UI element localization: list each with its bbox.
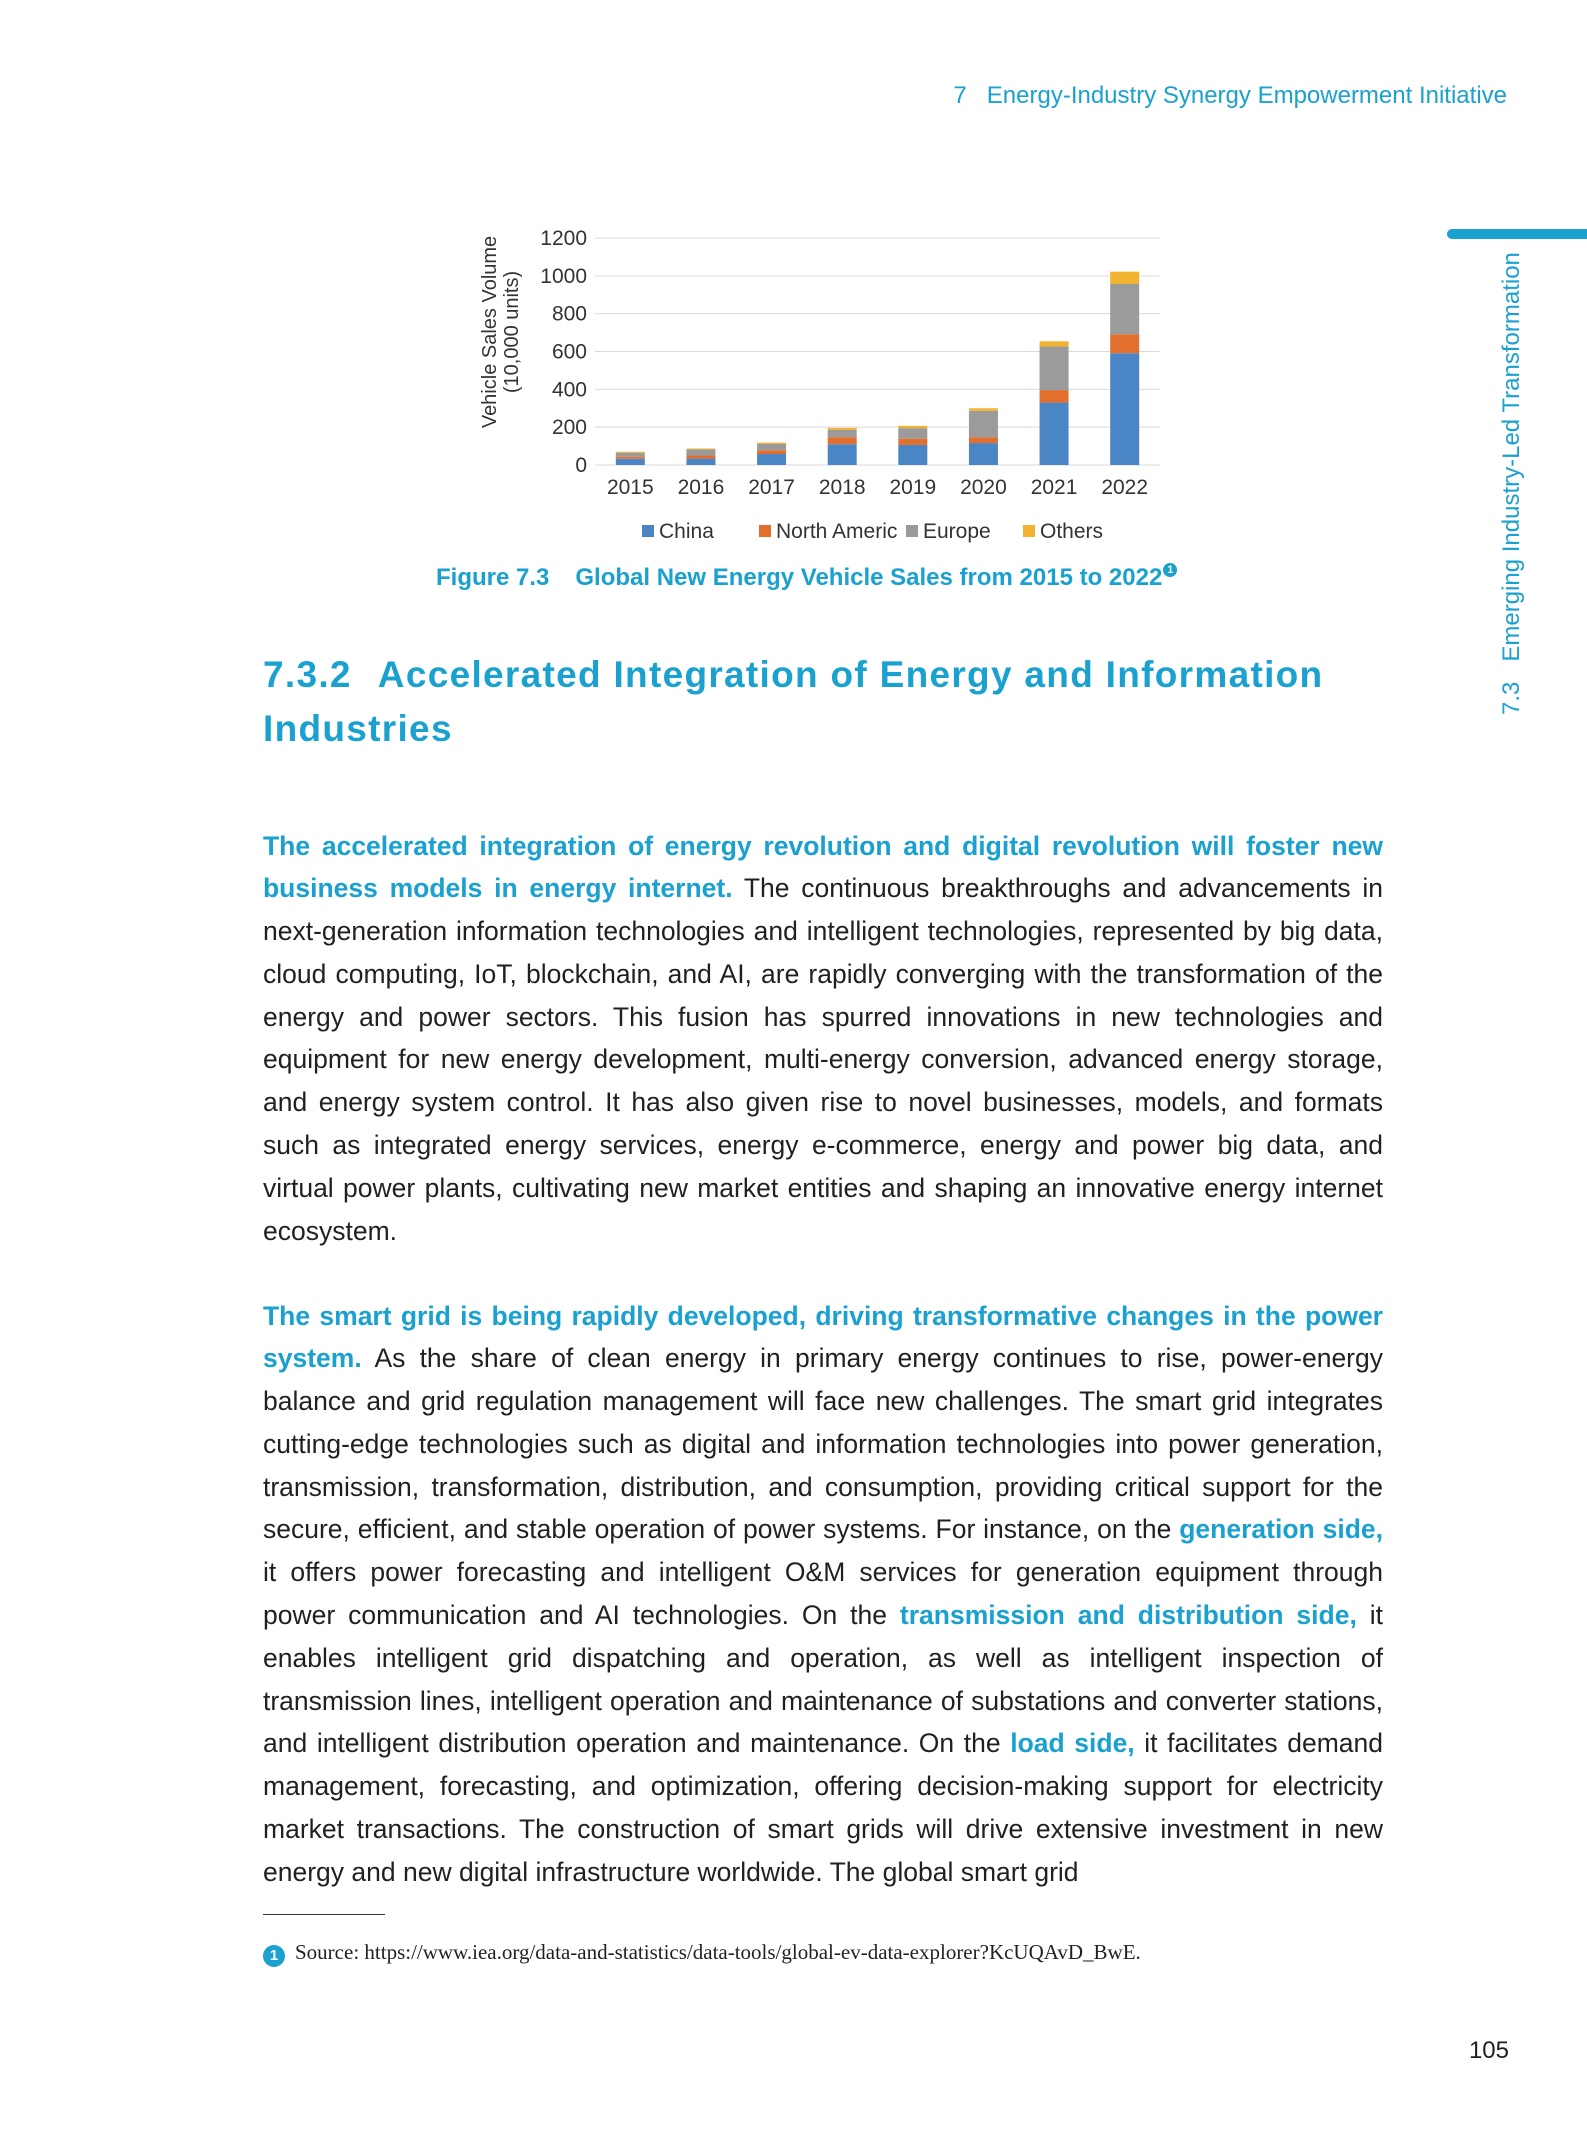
y-tick-label: 400 <box>551 378 587 402</box>
legend-swatch <box>1023 525 1035 537</box>
bar-segment-europe <box>828 430 857 437</box>
bar-segment-north-americ <box>1040 390 1069 402</box>
bar-segment-europe <box>686 449 715 455</box>
chart-grid <box>595 238 1160 465</box>
figure-caption-text: Global New Energy Vehicle Sales from 2015 to 2022 <box>575 564 1163 591</box>
y-tick-label: 0 <box>575 454 587 477</box>
bar-segment-china <box>1040 403 1069 465</box>
bar-segment-others <box>686 449 715 450</box>
bar-segment-europe <box>969 411 998 437</box>
x-tick-label: 2020 <box>960 476 1007 499</box>
chart-bars <box>616 272 1139 465</box>
y-axis-title-line-2: (10,000 units) <box>501 270 523 394</box>
highlight-load-side: load side, <box>1010 1728 1135 1759</box>
legend-label: China <box>659 520 714 543</box>
section-number: 7.3.2 <box>263 654 352 695</box>
section-heading <box>263 648 1383 756</box>
y-tick-label: 1200 <box>540 227 587 250</box>
legend-swatch <box>642 525 654 537</box>
section-title: Accelerated Integration of Energy and Information Industries <box>263 654 1324 749</box>
y-axis-title-line-1: Vehicle Sales Volume <box>479 235 501 429</box>
bar-segment-others <box>898 426 927 428</box>
highlight-transmission-side: transmission and distribution side, <box>899 1600 1357 1631</box>
bar-segment-north-americ <box>828 437 857 444</box>
bar-segment-china <box>828 444 857 465</box>
chart-canvas <box>470 220 1190 550</box>
x-tick-label: 2018 <box>818 476 866 499</box>
paragraph-body: As the share of clean energy in primary energy continues to rise, power-energy balance and grid regulation management will face new challenges. The smart grid integrates cutting-edge technologies such as digital and information technologies into power generation, transmission, transformation, distribution, and consumption, providing critical support for the secure, efficient, and stable operation of power systems. For instance, on the <box>263 1343 1383 1545</box>
paragraph-energy-internet <box>263 825 1383 1253</box>
legend-label: Others <box>1040 520 1104 543</box>
chart-legend <box>642 520 1103 543</box>
bar-segment-europe <box>898 428 927 439</box>
y-tick-label: 1000 <box>540 264 587 288</box>
y-tick-label: 800 <box>551 302 587 326</box>
bar-segment-europe <box>1110 284 1139 334</box>
bar-segment-others <box>757 443 786 444</box>
footnote-text[interactable]: Source: https://www.iea.org/data-and-statistics/data-tools/global-ev-data-explorer?KcUQAvD_BwE. <box>295 1940 1141 1964</box>
bar-segment-others <box>828 428 857 430</box>
x-tick-label: 2022 <box>1101 476 1149 499</box>
bar-segment-china <box>757 454 786 465</box>
paragraph-smart-grid <box>263 1295 1383 1894</box>
bar-segment-others <box>1110 272 1139 284</box>
y-tick-label: 200 <box>551 416 587 440</box>
footnote-reference[interactable]: 1 <box>1163 563 1177 577</box>
bar-segment-china <box>686 459 715 465</box>
paragraph-lead: The accelerated integration of energy revolution and digital revolution will foster new business models in energy internet. <box>263 830 1383 904</box>
ev-sales-chart <box>470 220 1190 550</box>
x-tick-label: 2017 <box>748 476 795 499</box>
bar-segment-europe <box>757 444 786 450</box>
x-tick-label: 2015 <box>606 476 654 499</box>
page-number: 105 <box>1468 2037 1509 2064</box>
chapter-number: 7 <box>953 82 967 109</box>
highlight-generation-side: generation side, <box>1179 1514 1383 1545</box>
paragraph-lead: The smart grid is being rapidly developed, driving transformative changes in the power system. <box>263 1300 1383 1374</box>
bar-segment-china <box>898 445 927 465</box>
x-tick-label: 2019 <box>889 476 937 499</box>
section-side-title: 7.3 Emerging Industry-Led Transformation <box>1498 252 1525 715</box>
footnote-marker: 1 <box>263 1945 285 1967</box>
paragraph-body: it offers power forecasting and intelligent O&M services for generation equipment through power communication and AI technologies. On the <box>263 1557 1383 1631</box>
bar-segment-north-americ <box>969 437 998 443</box>
bar-segment-others <box>616 452 645 453</box>
footnote <box>263 1940 1141 1967</box>
x-tick-label: 2021 <box>1030 476 1078 499</box>
bar-segment-north-americ <box>757 450 786 454</box>
running-header <box>953 82 1507 110</box>
legend-swatch <box>906 525 918 537</box>
paragraph-body: The continuous breakthroughs and advancements in next-generation information technologies and intelligent technologies, represented by big data, cloud computing, IoT, blockchain, and AI, are rapidly converging with the transformation of the energy and power sectors. This fusion has spurred innovations in new technologies and equipment for new energy development, multi-energy conversion, advanced energy storage, and energy system control. It has also given rise to novel businesses, models, and formats such as integrated energy services, energy e-commerce, energy and power big data, and virtual power plants, cultivating new market entities and shaping an innovative energy internet ecosystem. <box>263 873 1383 1246</box>
x-tick-label: 2016 <box>677 476 725 499</box>
bar-segment-europe <box>616 453 645 457</box>
paragraph-body: it facilitates demand management, forecasting, and optimization, offering decision-making support for electricity market transactions. The construction of smart grids will drive extensive investment in new energy and new digital infrastructure worldwide. The global smart grid <box>263 1728 1383 1887</box>
figure-number: Figure 7.3 <box>436 564 550 591</box>
bar-segment-china <box>1110 353 1139 465</box>
paragraph-body: it enables intelligent grid dispatching and operation, as well as intelligent inspection of transmission lines, intelligent operation and maintenance of substations and converter stations, and intelligent distribution operation and maintenance. On the <box>263 1600 1383 1759</box>
legend-label: North Americ <box>776 520 898 543</box>
y-axis-title <box>479 236 523 428</box>
legend-label: Europe <box>923 520 991 543</box>
bar-segment-north-americ <box>686 456 715 459</box>
y-axis-ticks <box>540 227 587 477</box>
legend-swatch <box>759 525 771 537</box>
footnote-divider <box>263 1914 385 1915</box>
bar-segment-others <box>1040 341 1069 346</box>
bar-segment-north-americ <box>898 439 927 445</box>
y-tick-label: 600 <box>551 340 587 364</box>
bar-segment-others <box>969 408 998 411</box>
bar-segment-north-americ <box>616 457 645 459</box>
section-tab-bar <box>1447 229 1587 239</box>
figure-caption <box>436 563 1177 592</box>
bar-segment-europe <box>1040 347 1069 391</box>
bar-segment-china <box>616 459 645 465</box>
chapter-title: Energy-Industry Synergy Empowerment Initiative <box>986 82 1507 109</box>
bar-segment-north-americ <box>1110 334 1139 353</box>
bar-segment-china <box>969 443 998 465</box>
x-axis-ticks <box>607 476 1148 499</box>
